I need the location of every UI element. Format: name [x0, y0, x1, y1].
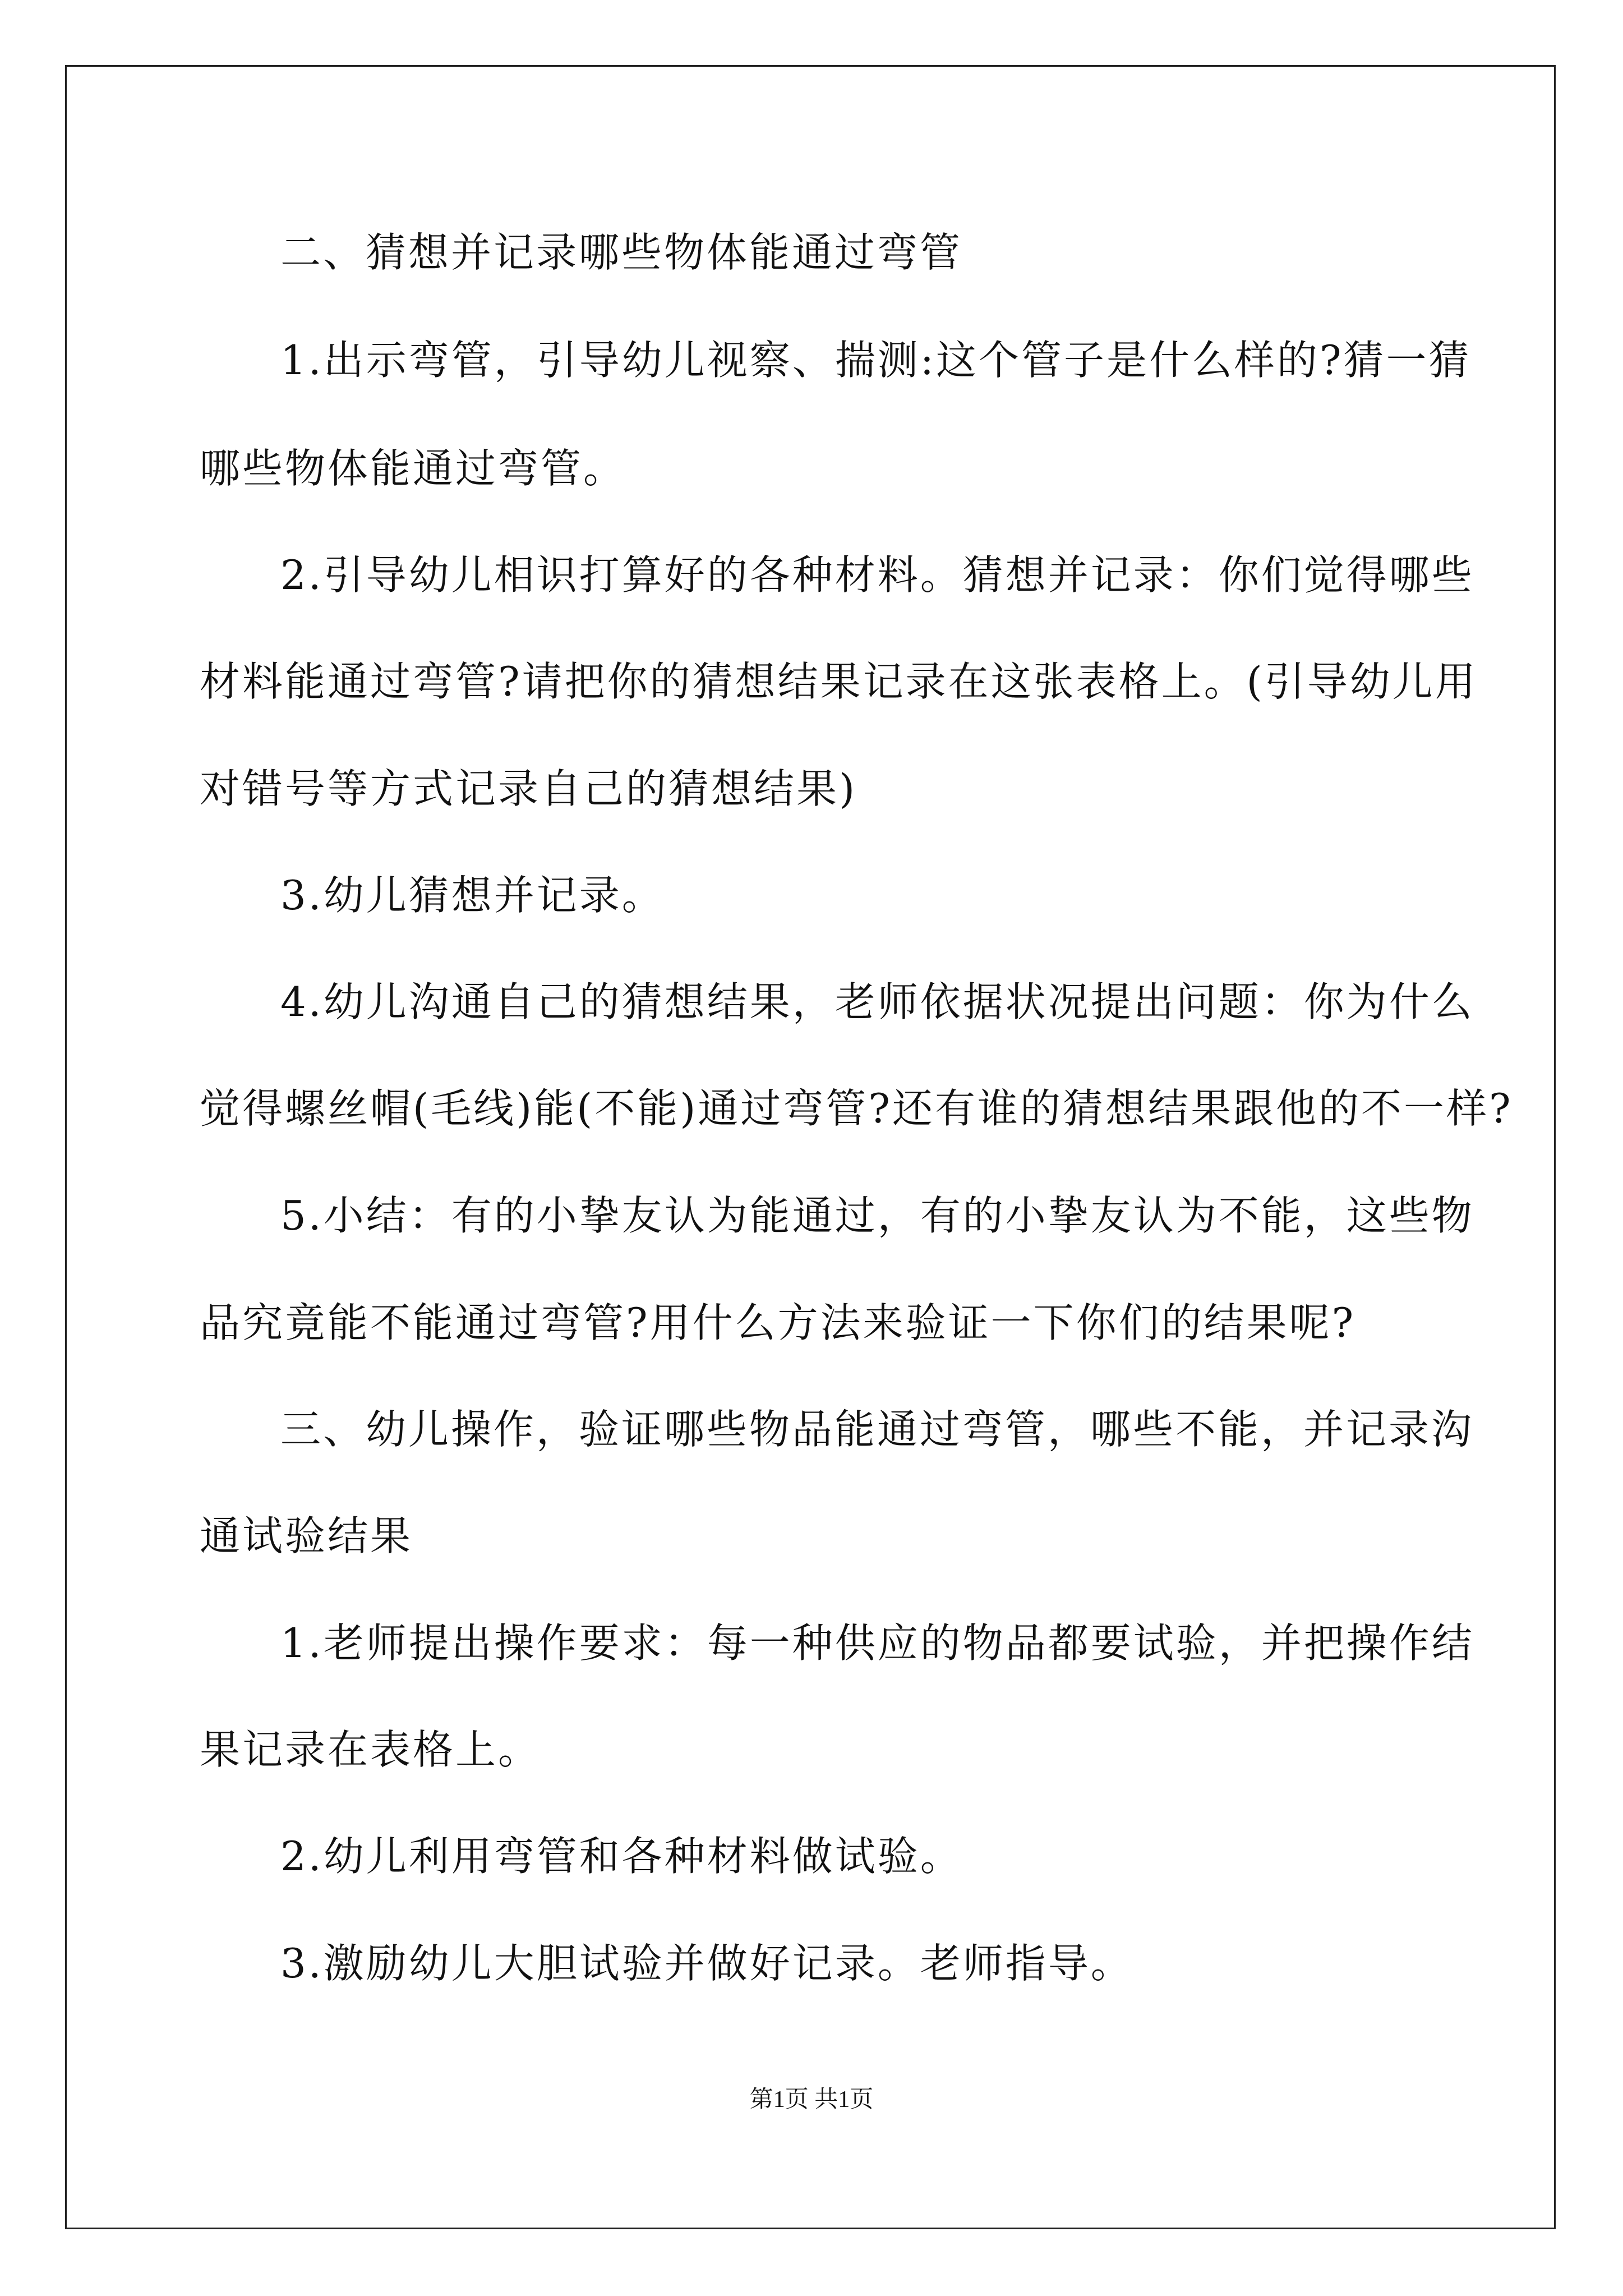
paragraph-line: 4.幼儿沟通自己的猜想结果，老师依据状况提出问题：你为什么 — [280, 978, 1474, 1025]
paragraph-line: 对错号等方式记录自己的猜想结果) — [200, 765, 857, 812]
paragraph-line: 材料能通过弯管?请把你的猜想结果记录在这张表格上。(引导幼儿用 — [200, 658, 1478, 705]
paragraph-line: 果记录在表格上。 — [200, 1726, 541, 1773]
paragraph-line: 1.老师提出操作要求：每一种供应的物品都要试验，并把操作结 — [280, 1619, 1474, 1667]
paragraph-line: 觉得螺丝帽(毛线)能(不能)通过弯管?还有谁的猜想结果跟他的不一样? — [200, 1085, 1513, 1132]
section-heading-3-continued: 通试验结果 — [200, 1512, 413, 1559]
paragraph-line: 1.出示弯管，引导幼儿视察、揣测:这个管子是什么样的?猜一猜 — [280, 337, 1472, 384]
paragraph-line: 3.激励幼儿大胆试验并做好记录。老师指导。 — [280, 1940, 1133, 1987]
paragraph-line: 5.小结：有的小挚友认为能通过，有的小挚友认为不能，这些物 — [280, 1192, 1474, 1239]
paragraph-line: 品究竟能不能通过弯管?用什么方法来验证一下你们的结果呢? — [200, 1299, 1356, 1346]
paragraph-line: 2.幼儿利用弯管和各种材料做试验。 — [280, 1833, 963, 1880]
section-heading-2: 二、猜想并记录哪些物体能通过弯管 — [280, 229, 963, 276]
paragraph-line: 3.幼儿猜想并记录。 — [280, 872, 665, 919]
page-number-footer: 第1页 共1页 — [749, 2087, 874, 2113]
section-heading-3: 三、幼儿操作，验证哪些物品能通过弯管，哪些不能，并记录沟 — [280, 1406, 1474, 1453]
paragraph-line: 哪些物体能通过弯管。 — [200, 445, 626, 492]
page-border — [65, 65, 1556, 2229]
paragraph-line: 2.引导幼儿相识打算好的各种材料。猜想并记录：你们觉得哪些 — [280, 551, 1474, 599]
